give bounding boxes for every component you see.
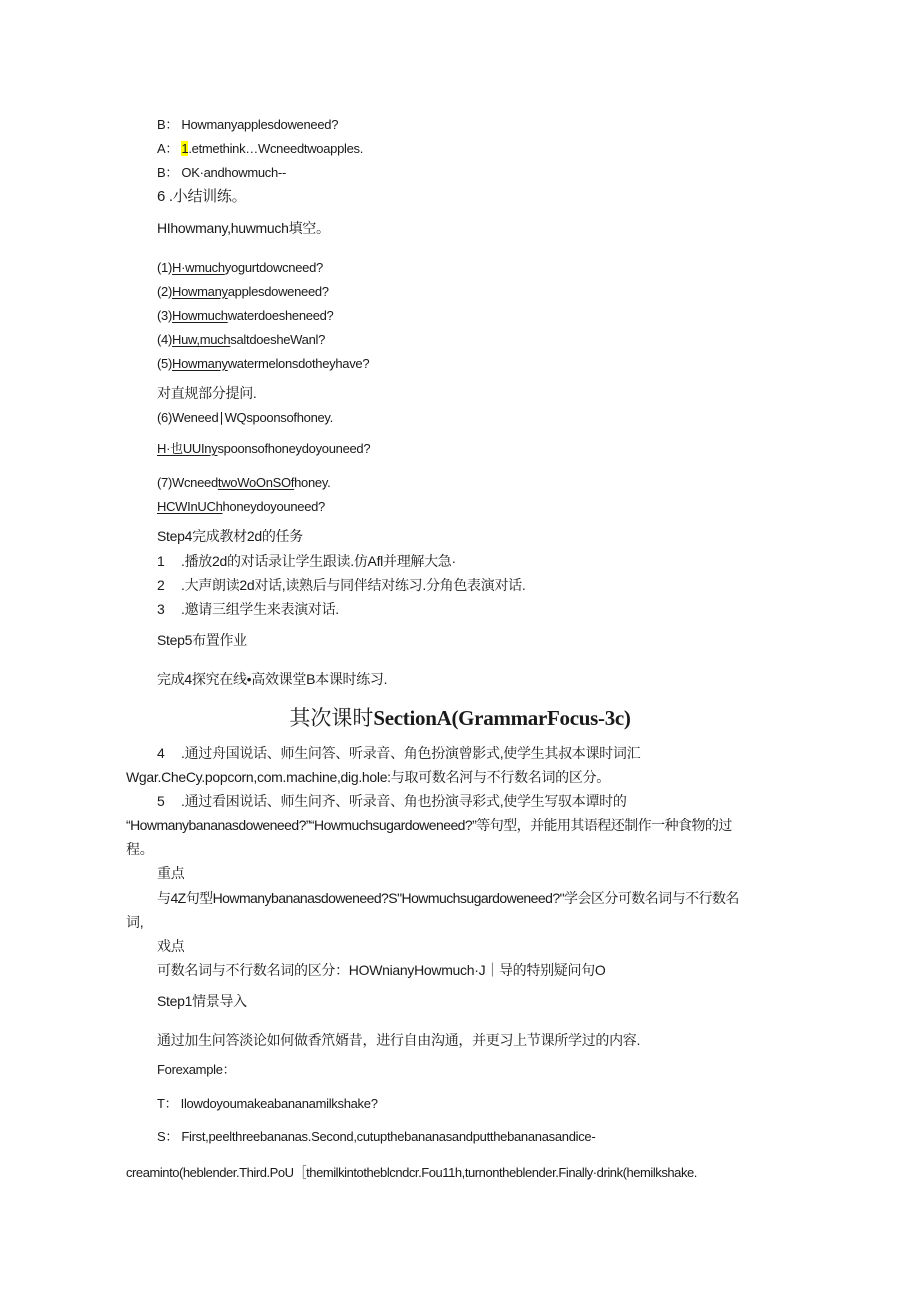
step4-item bbox=[157, 600, 339, 618]
filled-blank: Howmany bbox=[172, 284, 228, 299]
question-instruction: 对直规部分提问. bbox=[157, 385, 257, 401]
item-text: .大声朗读2d对话,读熟后与同伴结对练习.分角色表演对话. bbox=[181, 577, 526, 593]
dialogue-text: Howmanyapplesdoweneed? bbox=[181, 117, 339, 132]
filled-blank: Howmany bbox=[172, 356, 228, 371]
highlighted-text: 1 bbox=[181, 141, 189, 156]
filled-blank: Huw,much bbox=[172, 332, 231, 347]
student-line bbox=[157, 1128, 595, 1146]
underlined-part: twoWoOnSOf bbox=[217, 475, 295, 490]
speaker: B： bbox=[157, 117, 179, 132]
step1-intro: 通过加生问答淡论如何做香笊婿昔，进行自由沟通，并更习上节课所学过的内容. bbox=[157, 1032, 641, 1048]
teacher-text: Ilowdoyoumakeabananamilkshake? bbox=[180, 1096, 378, 1111]
objective-text: .通过舟国说话、师生问答、听录音、角色扮演曾影式,使学生其叔本课时词汇 bbox=[181, 745, 641, 761]
filled-blank: Howmuch bbox=[172, 308, 228, 323]
question-6: (6)Weneed∣WQspoonsofhoney. bbox=[157, 410, 333, 425]
fill-item bbox=[157, 355, 369, 373]
lesson-title-en: SectionA(GrammarFocus-3c) bbox=[373, 706, 631, 730]
difficult-point-text: 可数名词与不行数名词的区分：HOWnianyHowmuch·J｜导的特别疑问句O bbox=[157, 962, 606, 978]
item-rest: applesdoweneed? bbox=[227, 284, 329, 299]
key-point-label: 重点 bbox=[157, 865, 185, 881]
summary-heading: 6 .小结训练。 bbox=[157, 188, 247, 205]
item-text: .邀请三组学生来表演对话. bbox=[181, 601, 339, 617]
dialogue-line bbox=[157, 164, 286, 182]
step5-text: 完成4探究在线•高效课堂B本课时练习. bbox=[157, 671, 388, 687]
item-number: 1 bbox=[157, 553, 165, 569]
objective-5-line3: 程。 bbox=[126, 841, 154, 857]
filled-blank: H·也UUIny bbox=[157, 441, 218, 456]
step4-item bbox=[157, 576, 525, 594]
filled-blank: HCWInUCh bbox=[157, 499, 223, 514]
key-point-text-cont: 词, bbox=[126, 914, 144, 930]
speaker: B： bbox=[157, 165, 179, 180]
example-label: Forexample： bbox=[157, 1062, 236, 1077]
item-rest: saltdoesheWanl? bbox=[230, 332, 326, 347]
item-number: 4 bbox=[157, 745, 165, 761]
fill-item bbox=[157, 259, 323, 277]
dialogue-text: OK·andhowmuch-- bbox=[181, 165, 286, 180]
item-number: 2 bbox=[157, 577, 165, 593]
teacher-line bbox=[157, 1095, 378, 1113]
step5-heading: Step5布置作业 bbox=[157, 632, 247, 648]
step4-heading: Step4完成教材2d的任务 bbox=[157, 528, 303, 544]
item-number: 5 bbox=[157, 793, 165, 809]
question-rest: honey. bbox=[294, 475, 331, 490]
answer-rest: honeydoyouneed? bbox=[222, 499, 325, 514]
answer-rest: spoonsofhoneydoyouneed? bbox=[217, 441, 371, 456]
item-number: (5) bbox=[157, 356, 172, 371]
item-number: (3) bbox=[157, 308, 172, 323]
key-point-text: 与4Z句型Howmanybananasdoweneed?S"Howmuchsugardoweneed?"学会区分可数名词与不行数名 bbox=[157, 890, 739, 906]
filled-blank: H·wmuch bbox=[172, 260, 225, 275]
difficult-point-label: 戏点 bbox=[157, 938, 185, 954]
fill-instruction: HIhowmany,huwmuch填空。 bbox=[157, 220, 330, 236]
fill-item bbox=[157, 283, 329, 301]
item-number: (2) bbox=[157, 284, 172, 299]
objective-5-line2: “Howmanybananasdoweneed?”“Howmuchsugardoweneed?”等句型，并能用其语程还制作一种食物的过 bbox=[126, 817, 732, 833]
step4-item bbox=[157, 552, 456, 570]
speaker: S： bbox=[157, 1129, 179, 1144]
answer-7 bbox=[157, 498, 325, 516]
answer-6 bbox=[157, 440, 370, 458]
student-line-cont: creaminto(heblender.Third.PoU［themilkintotheblcndcr.Fou11h,turnontheblender.Finally·drink(hemilkshake. bbox=[126, 1165, 697, 1180]
dialogue-line bbox=[157, 116, 338, 134]
dialogue-line bbox=[157, 140, 363, 158]
speaker: T： bbox=[157, 1096, 178, 1111]
objective-4-line1 bbox=[157, 744, 640, 762]
dialogue-text: .etmethink…Wcneedtwoapples. bbox=[188, 141, 364, 156]
question-prefix: (7)Wcneed bbox=[157, 475, 218, 490]
objective-text: .通过看困说话、师生问齐、听录音、角也扮演寻彩式,使学生写驭本谭时的 bbox=[181, 793, 627, 809]
lesson-title bbox=[0, 704, 920, 733]
objective-4-line2: Wgar.CheCy.popcorn,com.machine,dig.hole:与取可数名河与不行数名词的区分。 bbox=[126, 769, 610, 785]
item-text: .播放2d的对话录让学生跟读.仿Afl并理解大急· bbox=[181, 553, 456, 569]
student-text: First,peelthreebananas.Second,cutupthebananasandputthebananasandice- bbox=[181, 1129, 596, 1144]
item-number: (1) bbox=[157, 260, 172, 275]
item-rest: yogurtdowcneed? bbox=[224, 260, 323, 275]
lesson-title-cn: 其次课时 bbox=[289, 706, 374, 730]
fill-item bbox=[157, 331, 325, 349]
objective-5-line1 bbox=[157, 792, 627, 810]
question-7 bbox=[157, 474, 330, 492]
item-number: 3 bbox=[157, 601, 165, 617]
step1-heading: Step1情景导入 bbox=[157, 993, 247, 1009]
item-number: (4) bbox=[157, 332, 172, 347]
fill-item bbox=[157, 307, 334, 325]
item-rest: waterdoesheneed? bbox=[227, 308, 334, 323]
item-rest: watermelonsdotheyhave? bbox=[227, 356, 370, 371]
speaker: A： bbox=[157, 141, 179, 156]
